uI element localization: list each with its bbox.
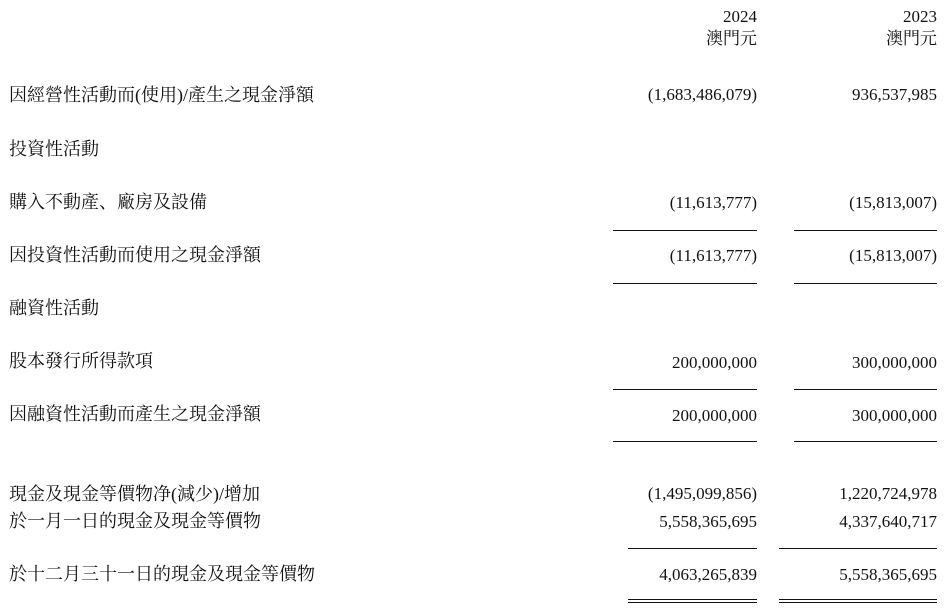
value-2023-opening-balance: 4,337,640,717 xyxy=(839,512,937,531)
row-label-operating-net: 因經營性活動而(使用)/產生之現金淨額 xyxy=(9,85,314,105)
column-year-2023: 2023 xyxy=(903,7,937,26)
subtotal-rule-2024 xyxy=(628,548,757,549)
value-2023-operating-net: 936,537,985 xyxy=(852,85,937,104)
value-2024-operating-net: (1,683,486,079) xyxy=(647,85,757,104)
value-2024-net-change: (1,495,099,856) xyxy=(647,484,757,503)
column-header-2024 xyxy=(706,6,757,50)
value-2023-closing-balance: 5,558,365,695 xyxy=(839,565,937,584)
row-label-ppe-purchase: 購入不動產、廠房及設備 xyxy=(9,192,207,212)
value-2024-opening-balance: 5,558,365,695 xyxy=(659,512,757,531)
row-label-opening-balance: 於一月一日的現金及現金等價物 xyxy=(9,511,261,531)
value-2024-investing-net: (11,613,777) xyxy=(669,246,757,265)
subtotal-rule-2023 xyxy=(779,548,937,549)
row-label-share-issue: 股本發行所得款項 xyxy=(9,351,153,371)
column-year-2024: 2024 xyxy=(723,7,757,26)
row-label-investing-net: 因投資性活動而使用之現金淨額 xyxy=(9,245,261,265)
value-2024-share-issue: 200,000,000 xyxy=(672,353,757,372)
value-2023-share-issue: 300,000,000 xyxy=(852,353,937,372)
section-heading-financing: 融資性活動 xyxy=(9,298,99,318)
subtotal-rule-2023 xyxy=(794,389,937,390)
row-label-financing-net: 因融資性活動而產生之現金淨額 xyxy=(9,404,261,424)
column-unit-2023: 澳門元 xyxy=(886,29,937,48)
value-2023-ppe-purchase: (15,813,007) xyxy=(849,193,937,212)
value-2023-financing-net: 300,000,000 xyxy=(852,406,937,425)
value-2023-investing-net: (15,813,007) xyxy=(849,246,937,265)
row-label-net-change: 現金及現金等價物净(減少)/增加 xyxy=(9,484,260,504)
total-rule-2024 xyxy=(613,441,757,442)
value-2024-ppe-purchase: (11,613,777) xyxy=(669,193,757,212)
value-2024-financing-net: 200,000,000 xyxy=(672,406,757,425)
total-rule-2024 xyxy=(613,283,757,284)
value-2024-closing-balance: 4,063,265,839 xyxy=(659,565,757,584)
subtotal-rule-2024 xyxy=(613,389,757,390)
value-2023-net-change: 1,220,724,978 xyxy=(839,484,937,503)
total-rule-2023 xyxy=(794,283,937,284)
section-heading-investing: 投資性活動 xyxy=(9,139,99,159)
total-rule-2023 xyxy=(794,441,937,442)
column-unit-2024: 澳門元 xyxy=(706,29,757,48)
subtotal-rule-2024 xyxy=(613,230,757,231)
grand-total-double-rule-2024 xyxy=(628,599,757,603)
column-header-2023 xyxy=(886,6,937,50)
subtotal-rule-2023 xyxy=(794,230,937,231)
grand-total-double-rule-2023 xyxy=(779,599,937,603)
row-label-closing-balance: 於十二月三十一日的現金及現金等價物 xyxy=(9,564,315,584)
